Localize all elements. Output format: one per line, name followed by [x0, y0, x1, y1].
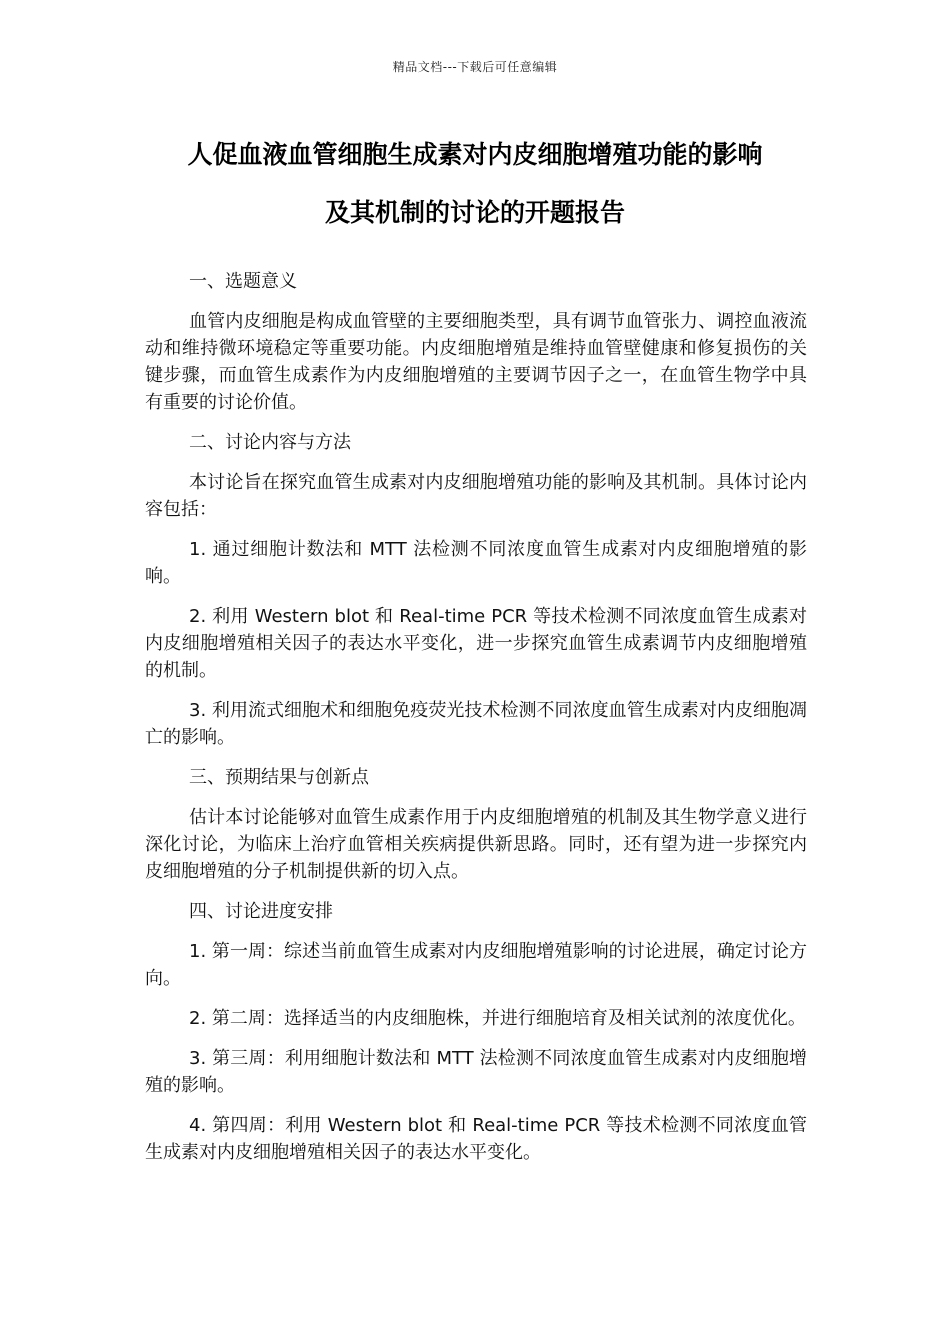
paragraph: 本讨论旨在探究血管生成素对内皮细胞增殖功能的影响及其机制。具体讨论内容包括：: [145, 472, 807, 520]
list-item: 4. 第四周：利用 Western blot 和 Real-time PCR 等技术检测不同浓度血管生成素对内皮细胞增殖相关因子的表达水平变化。: [145, 1115, 807, 1163]
list-item: 1. 第一周：综述当前血管生成素对内皮细胞增殖影响的讨论进展，确定讨论方向。: [145, 941, 807, 989]
list-item: 2. 第二周：选择适当的内皮细胞株，并进行细胞培育及相关试剂的浓度优化。: [189, 1008, 806, 1029]
title-line-1: 人促血液血管细胞生成素对内皮细胞增殖功能的影响: [187, 140, 763, 169]
list-item: 2. 利用 Western blot 和 Real-time PCR 等技术检测不同浓度血管生成素对内皮细胞增殖相关因子的表达水平变化，进一步探究血管生成素调节内皮细胞增殖的机制。: [145, 606, 807, 681]
document-title: [140, 126, 810, 242]
document-body: [145, 268, 807, 1179]
paragraph: 血管内皮细胞是构成血管壁的主要细胞类型，具有调节血管张力、调控血液流动和维持微环境稳定等重要功能。内皮细胞增殖是维持血管壁健康和修复损伤的关键步骤，而血管生成素作为内皮细胞增殖的主要调节因子之一，在血管生物学中具有重要的讨论价值。: [145, 311, 807, 413]
title-line-2: 及其机制的讨论的开题报告: [324, 198, 625, 227]
paragraph: 估计本讨论能够对血管生成素作用于内皮细胞增殖的机制及其生物学意义进行深化讨论，为临床上治疗血管相关疾病提供新思路。同时，还有望为进一步探究内皮细胞增殖的分子机制提供新的切入点。: [145, 807, 807, 882]
list-item: 3. 利用流式细胞术和细胞免疫荧光技术检测不同浓度血管生成素对内皮细胞凋亡的影响。: [145, 700, 807, 748]
section-heading: 一、选题意义: [189, 271, 297, 292]
section-heading: 三、预期结果与创新点: [189, 767, 369, 788]
header-note: 精品文档---下载后可任意编辑: [392, 60, 558, 74]
list-item: 3. 第三周：利用细胞计数法和 MTT 法检测不同浓度血管生成素对内皮细胞增殖的影响。: [145, 1048, 807, 1096]
list-item: 1. 通过细胞计数法和 MTT 法检测不同浓度血管生成素对内皮细胞增殖的影响。: [145, 539, 807, 587]
section-heading: 四、讨论进度安排: [189, 901, 333, 922]
section-heading: 二、讨论内容与方法: [189, 432, 351, 453]
